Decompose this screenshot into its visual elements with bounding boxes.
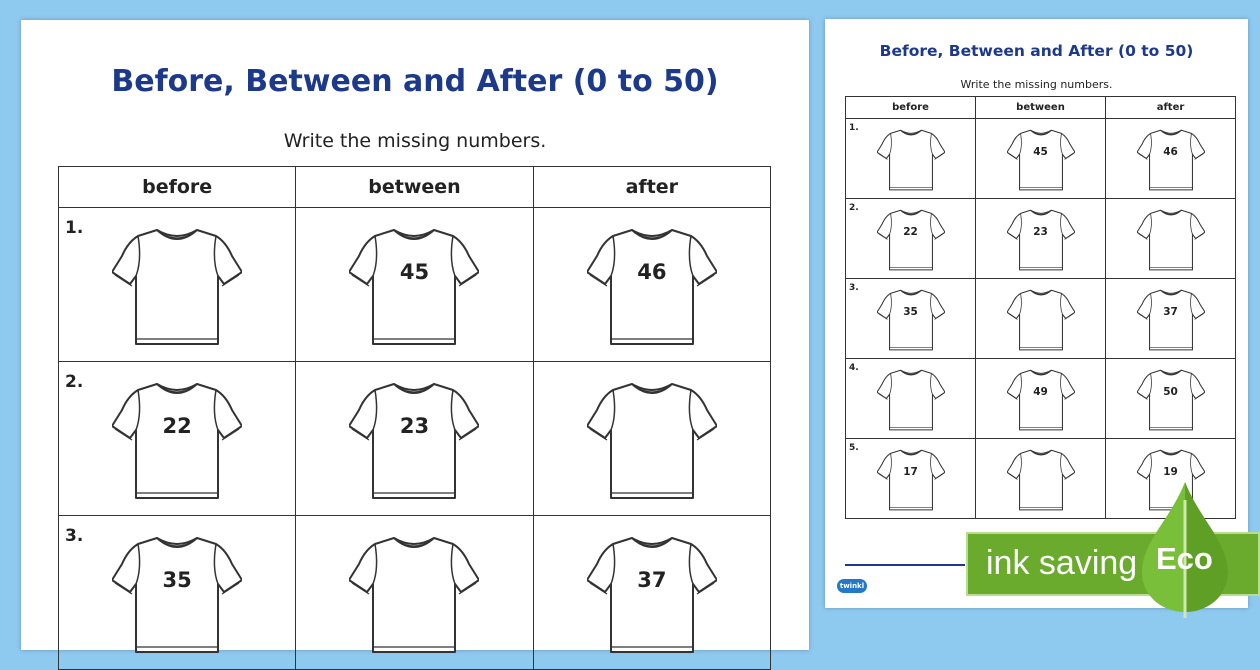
shirt-number: 37 [637, 568, 667, 592]
table-cell-after [1106, 359, 1236, 439]
row-number: 3. [65, 526, 84, 546]
row-number: 1. [65, 218, 84, 238]
tshirt-icon [1007, 125, 1075, 192]
tshirt-icon [877, 365, 945, 432]
tshirt-icon [349, 220, 479, 348]
tshirt-icon [112, 528, 242, 656]
table-cell-between [296, 208, 533, 362]
table-cell-before [59, 516, 296, 670]
table-row [846, 119, 1236, 199]
table-row [59, 208, 771, 362]
shirt-number: 22 [903, 226, 918, 238]
tshirt-icon [1137, 205, 1205, 272]
column-header-between: between [296, 167, 533, 208]
table-row [846, 199, 1236, 279]
column-header-between: between [976, 97, 1106, 119]
table-cell-after [1106, 279, 1236, 359]
table-cell-after [1106, 119, 1236, 199]
table-cell-before [846, 439, 976, 519]
tshirt-icon [349, 528, 479, 656]
table-row [59, 516, 771, 670]
number-table [58, 166, 771, 670]
tshirt-icon [1007, 285, 1075, 352]
ink-saving-label: ink saving [986, 544, 1138, 582]
shirt-number: 35 [162, 568, 192, 592]
row-number: 4. [849, 363, 859, 373]
tshirt-icon [112, 220, 242, 348]
table-cell-after [533, 208, 770, 362]
column-header-before: before [846, 97, 976, 119]
shirt-number: 22 [162, 414, 192, 438]
tshirt-icon [877, 125, 945, 192]
preview-table [845, 96, 1236, 519]
table-cell-between [976, 359, 1106, 439]
preview-title: Before, Between and After (0 to 50) [879, 42, 1194, 60]
shirt-number: 23 [1033, 226, 1048, 238]
column-header-after: after [1106, 97, 1236, 119]
table-cell-after [1106, 199, 1236, 279]
table-cell-between [976, 119, 1106, 199]
worksheet-large [21, 20, 809, 650]
table-cell-between [296, 362, 533, 516]
eco-label: Eco [1156, 541, 1213, 576]
worksheet-title: Before, Between and After (0 to 50) [111, 64, 719, 99]
shirt-number: 46 [637, 260, 667, 284]
table-cell-between [976, 439, 1106, 519]
tshirt-icon [877, 285, 945, 352]
twinkl-logo: twinkl [837, 579, 867, 593]
table-cell-before [846, 119, 976, 199]
tshirt-icon [1007, 205, 1075, 272]
table-cell-before [59, 208, 296, 362]
tshirt-icon [1137, 125, 1205, 192]
table-row [846, 279, 1236, 359]
tshirt-icon [112, 374, 242, 502]
tshirt-icon [1007, 445, 1075, 512]
table-row [846, 359, 1236, 439]
tshirt-icon [587, 220, 717, 348]
tshirt-icon [587, 374, 717, 502]
table-cell-before [846, 199, 976, 279]
row-number: 2. [65, 372, 84, 392]
table-row [59, 362, 771, 516]
row-number: 3. [849, 283, 859, 293]
table-cell-between [976, 279, 1106, 359]
tshirt-icon [1007, 365, 1075, 432]
preview-instruction: Write the missing numbers. [960, 78, 1113, 91]
column-header-before: before [59, 167, 296, 208]
table-cell-between [976, 199, 1106, 279]
table-cell-before [846, 279, 976, 359]
tshirt-icon [587, 528, 717, 656]
table-cell-after [533, 516, 770, 670]
shirt-number: 46 [1163, 146, 1178, 158]
table-cell-before [846, 359, 976, 439]
footer-divider [845, 564, 965, 566]
shirt-number: 23 [399, 414, 430, 438]
shirt-number: 19 [1163, 466, 1178, 478]
row-number: 2. [849, 203, 859, 213]
shirt-number: 50 [1163, 386, 1178, 398]
tshirt-icon [877, 205, 945, 272]
table-cell-after [533, 362, 770, 516]
shirt-number: 45 [1033, 146, 1048, 158]
tshirt-icon [1137, 285, 1205, 352]
table-cell-between [296, 516, 533, 670]
shirt-number: 37 [1163, 306, 1178, 318]
tshirt-icon [349, 374, 479, 502]
shirt-number: 17 [903, 466, 918, 478]
tshirt-icon [1137, 365, 1205, 432]
table-cell-before [59, 362, 296, 516]
shirt-number: 35 [903, 306, 918, 318]
shirt-number: 49 [1033, 386, 1048, 398]
row-number: 5. [849, 443, 859, 453]
worksheet-instruction: Write the missing numbers. [283, 130, 547, 152]
column-header-after: after [533, 167, 770, 208]
tshirt-icon [877, 445, 945, 512]
row-number: 1. [849, 123, 859, 133]
shirt-number: 45 [399, 260, 430, 284]
